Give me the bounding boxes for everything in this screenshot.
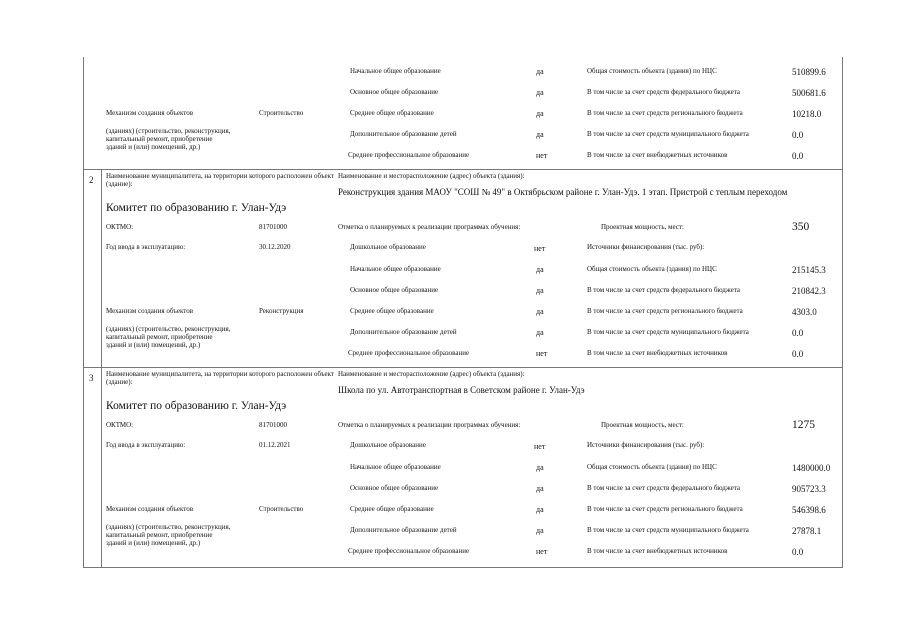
education-mark: да — [536, 88, 544, 97]
finance-label: Общая стоимость объекта (здания) по НЦС — [587, 67, 717, 75]
education-mark: нет — [536, 349, 548, 358]
object-name: Реконструкция здания МАОУ "СОШ № 49" в Октябрьском районе г. Улан-Удэ. 1 этап. Пристрой с теплым переходом — [338, 187, 788, 197]
year-label: Год ввода в эксплуатацию: — [106, 243, 186, 251]
mechanism-label: Механизм создания объектов — [106, 307, 194, 315]
education-mark: да — [536, 67, 544, 76]
year-value: 30.12.2020 — [259, 243, 291, 251]
education-mark: да — [536, 505, 544, 514]
year-label: Год ввода в эксплуатацию: — [106, 441, 186, 449]
programs-label: Отметка о планируемых к реализации программах обучения: — [338, 223, 521, 231]
education-mark: да — [536, 463, 544, 472]
funding-label: Источники финансирования (тыс. руб): — [587, 243, 705, 251]
finance-label: Общая стоимость объекта (здания) по НЦС — [587, 265, 717, 273]
mechanism-label: Механизм создания объектов — [106, 109, 194, 117]
capacity-value: 350 — [792, 221, 810, 233]
finance-value: 4303.0 — [792, 307, 817, 317]
education-label: Начальное общее образование — [350, 463, 441, 471]
year-value: 01.12.2021 — [259, 441, 291, 449]
education-label: Дополнительное образование детей — [350, 130, 457, 138]
finance-value: 0.0 — [792, 328, 804, 338]
finance-label: В том числе за счет средств регионального бюджета — [587, 307, 743, 315]
education-mark: нет — [536, 151, 548, 160]
municipality-name: Комитет по образованию г. Улан-Удэ — [106, 400, 287, 412]
oktmo-label: ОКТМО: — [106, 223, 134, 231]
object-label: Наименование и месторасположение (адрес) объекта (здания): — [338, 370, 525, 378]
oktmo-label: ОКТМО: — [106, 421, 134, 429]
municipality-name: Комитет по образованию г. Улан-Удэ — [106, 202, 287, 214]
finance-value: 1480000.0 — [792, 463, 831, 473]
education-label: Начальное общее образование — [350, 265, 441, 273]
oktmo-value: 81701000 — [259, 223, 287, 231]
finance-value: 510899.6 — [792, 67, 826, 77]
finance-label: В том числе за счет средств регионального бюджета — [587, 505, 743, 513]
finance-value: 546398.6 — [792, 505, 826, 515]
education-mark: да — [536, 109, 544, 118]
number-column-divider — [101, 169, 102, 567]
capacity-value: 1275 — [792, 419, 815, 431]
education-label: Дошкольное образование — [350, 243, 426, 251]
education-mark: нет — [534, 244, 546, 253]
finance-value: 27878.1 — [792, 526, 822, 536]
capacity-label: Проектная мощность, мест: — [601, 421, 684, 429]
finance-label: В том числе за счет средств регионального бюджета — [587, 109, 743, 117]
row-divider — [84, 169, 842, 170]
mechanism-label: Механизм создания объектов — [106, 505, 194, 513]
row-divider — [84, 367, 842, 368]
education-mark: нет — [536, 547, 548, 556]
finance-label: В том числе за счет средств муниципального бюджета — [587, 526, 749, 534]
finance-label: В том числе за счет внебюджетных источников — [587, 349, 728, 357]
education-mark: нет — [534, 442, 546, 451]
education-label: Среднее профессиональное образование — [348, 547, 470, 555]
municipality-label: Наименование муниципалитета, на территории которого расположен объект (здание): — [106, 172, 334, 189]
finance-value: 0.0 — [792, 349, 804, 359]
mechanism-value: Строительство — [259, 109, 304, 117]
education-mark: да — [536, 286, 544, 295]
education-mark: да — [536, 130, 544, 139]
finance-label: В том числе за счет средств муниципального бюджета — [587, 328, 749, 336]
finance-label: В том числе за счет внебюджетных источников — [587, 547, 728, 555]
education-label: Дополнительное образование детей — [350, 526, 457, 534]
finance-value: 0.0 — [792, 130, 804, 140]
funding-label: Источники финансирования (тыс. руб): — [587, 441, 705, 449]
record-number: 3 — [89, 373, 94, 383]
finance-label: Общая стоимость объекта (здания) по НЦС — [587, 463, 717, 471]
education-label: Среднее профессиональное образование — [348, 349, 470, 357]
education-label: Начальное общее образование — [350, 67, 441, 75]
education-label: Среднее общее образование — [350, 505, 434, 513]
mechanism-value: Строительство — [259, 505, 304, 513]
mechanism-description: (зданиях) (строительство, реконструкция, капитальный ремонт, приобретение зданий и (или) помещений, др.) — [106, 127, 231, 152]
education-label: Основное общее образование — [350, 286, 439, 294]
finance-label: В том числе за счет средств муниципального бюджета — [587, 130, 749, 138]
mechanism-description: (зданиях) (строительство, реконструкция, капитальный ремонт, приобретение зданий и (или) помещений, др.) — [106, 325, 231, 350]
education-label: Дополнительное образование детей — [350, 328, 457, 336]
object-label: Наименование и месторасположение (адрес) объекта (здания): — [338, 172, 525, 180]
education-mark: да — [536, 265, 544, 274]
finance-label: В том числе за счет средств федерального бюджета — [587, 286, 740, 294]
education-label: Среднее профессиональное образование — [348, 151, 470, 159]
finance-value: 10218.0 — [792, 109, 822, 119]
education-label: Среднее общее образование — [350, 109, 434, 117]
education-label: Основное общее образование — [350, 484, 439, 492]
mechanism-value: Реконструкция — [259, 307, 304, 315]
finance-label: В том числе за счет средств федерального бюджета — [587, 88, 740, 96]
municipality-label: Наименование муниципалитета, на территории которого расположен объект (здание): — [106, 370, 334, 387]
finance-value: 905723.3 — [792, 484, 826, 494]
finance-value: 210842.3 — [792, 286, 826, 296]
finance-value: 215145.3 — [792, 265, 826, 275]
programs-label: Отметка о планируемых к реализации программах обучения: — [338, 421, 521, 429]
education-mark: да — [536, 484, 544, 493]
finance-value: 0.0 — [792, 547, 804, 557]
education-label: Дошкольное образование — [350, 441, 426, 449]
education-mark: да — [536, 328, 544, 337]
education-mark: да — [536, 526, 544, 535]
education-mark: да — [536, 307, 544, 316]
finance-value: 0.0 — [792, 151, 804, 161]
capacity-label: Проектная мощность, мест: — [601, 223, 684, 231]
education-label: Основное общее образование — [350, 88, 439, 96]
record-number: 2 — [89, 175, 94, 185]
object-name: Школа по ул. Автотранспортная в Советском районе г. Улан-Удэ — [338, 385, 585, 395]
education-label: Среднее общее образование — [350, 307, 434, 315]
finance-label: В том числе за счет средств федерального бюджета — [587, 484, 740, 492]
finance-label: В том числе за счет внебюджетных источников — [587, 151, 728, 159]
oktmo-value: 81701000 — [259, 421, 287, 429]
finance-value: 500681.6 — [792, 88, 826, 98]
document-page — [83, 57, 843, 568]
mechanism-description: (зданиях) (строительство, реконструкция, капитальный ремонт, приобретение зданий и (или) помещений, др.) — [106, 523, 231, 548]
